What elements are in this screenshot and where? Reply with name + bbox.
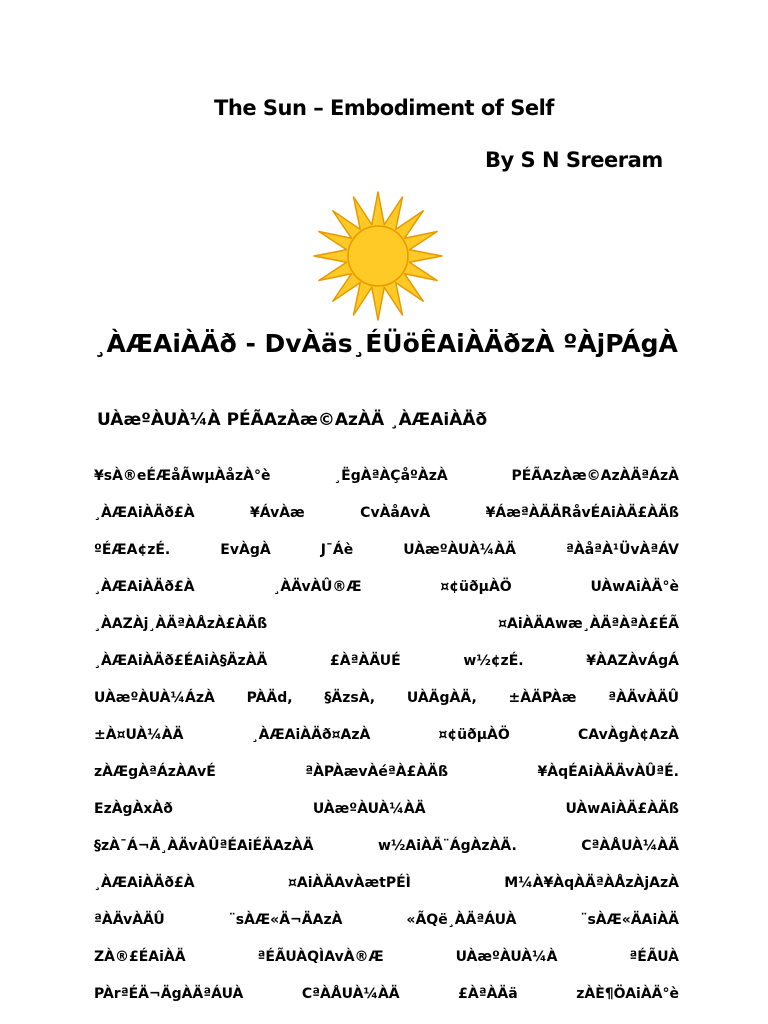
paragraph-line: ºÉÆA¢zÉ. EvÀgÀ J¯Áè UÀæºÀUÀ¼ÀÄ ªÀåªÀ¹ÜvÀªÁV (94, 542, 679, 558)
body-paragraph (94, 458, 679, 1013)
section-heading: ¸ÀÆAiÀÄð - DvÀäs¸ÉÜöÊAiÀÄðzÀ ºÀjPÁgÀ (94, 329, 678, 358)
paragraph-line: UÀæºÀUÀ¼ÁzÀ PÀÄd, §ÄzsÀ, UÀÄgÀÄ, ±ÀÄPÀæ ªÀÄvÀÄÛ (94, 690, 679, 706)
paragraph-line: ZÀ®£ÉAiÀÄ ªÉÃUÀQÌAvÀ®Æ UÀæºÀUÀ¼À ªÉÃUÀ (94, 949, 679, 965)
paragraph-line: ¥sÀ®eÉÆåÃwµÀåzÀ°è ¸ËgÀªÀÇåºÀzÀ PÉÃAzÀæ©AzÀÄªÁzÀ (94, 468, 679, 484)
paragraph-line: ªÀÄvÀÄÛ ¨sÀÆ«Ä¬ÄAzÀ «ÃQë¸ÀÄªÁUÀ ¨sÀÆ«ÄAiÀÄ (94, 912, 679, 928)
paragraph-line: EzÀgÀxÀð UÀæºÀUÀ¼ÀÄ UÀwAiÀÄ£ÀÄß (94, 801, 679, 817)
document-title: The Sun – Embodiment of Self (214, 96, 554, 120)
author-byline: By S N Sreeram (485, 148, 663, 172)
paragraph-line: ¸ÀAZÀj¸ÀÄªÀÅzÀ£ÀÄß ¤AiÀÄAwæ¸ÀÄªÀªÀ£ÉÃ (94, 616, 679, 632)
paragraph-line: §zÀ¯Á¬Ä¸ÀÄvÀÛªÉAiÉÄAzÀÄ w½AiÀÄ¨ÁgÀzÀÄ. CªÀÅUÀ¼ÀÄ (94, 838, 679, 854)
paragraph-line: ¸ÀÆAiÀÄð£À ¸ÀÄvÀÛ®Æ ¤¢üðµÀÖ UÀwAiÀÄ°è (94, 579, 679, 595)
paragraph-line: ±À¤UÀ¼ÀÄ ¸ÀÆAiÀÄð¤AzÀ ¤¢üðµÀÖ CAvÀgÀ¢AzÀ (94, 727, 679, 743)
sun-disc (348, 226, 408, 286)
paragraph-line: ¸ÀÆAiÀÄð£ÉAiÀ§ÄzÀÄ £ÀªÀÄUÉ w½¢zÉ. ¥ÀAZÀvÁgÁ (94, 653, 679, 669)
paragraph-line: zÀÆgÀªÁzÀAvÉ ªÀPÀævÀéªÀ£ÀÄß ¥ÀqÉAiÀÄÄvÀÛªÉ. (94, 764, 679, 780)
paragraph-line: ¸ÀÆAiÀÄð£À ¥ÁvÀæ CvÀåAvÀ ¥ÁæªÀÄÄRåvÉAiÀÄ£ÀÄß (94, 505, 679, 521)
paragraph-line: ¸ÀÆAiÀÄð£À ¤AiÀÄAvÀætPÉÌ M¼À¥ÀqÀÄªÀÅzÀjAzÀ (94, 875, 679, 891)
section-subheading: UÀæºÀUÀ¼À PÉÃAzÀæ©AzÀÄ ¸ÀÆAiÀÄð (97, 410, 488, 430)
paragraph-line: PÀrªÉÄ¬ÄgÀÄªÁUÀ CªÀÅUÀ¼ÀÄ £ÀªÀÄä zÀÈ¶ÖAiÀÄ°è (94, 986, 679, 1002)
sun-icon (312, 190, 444, 322)
